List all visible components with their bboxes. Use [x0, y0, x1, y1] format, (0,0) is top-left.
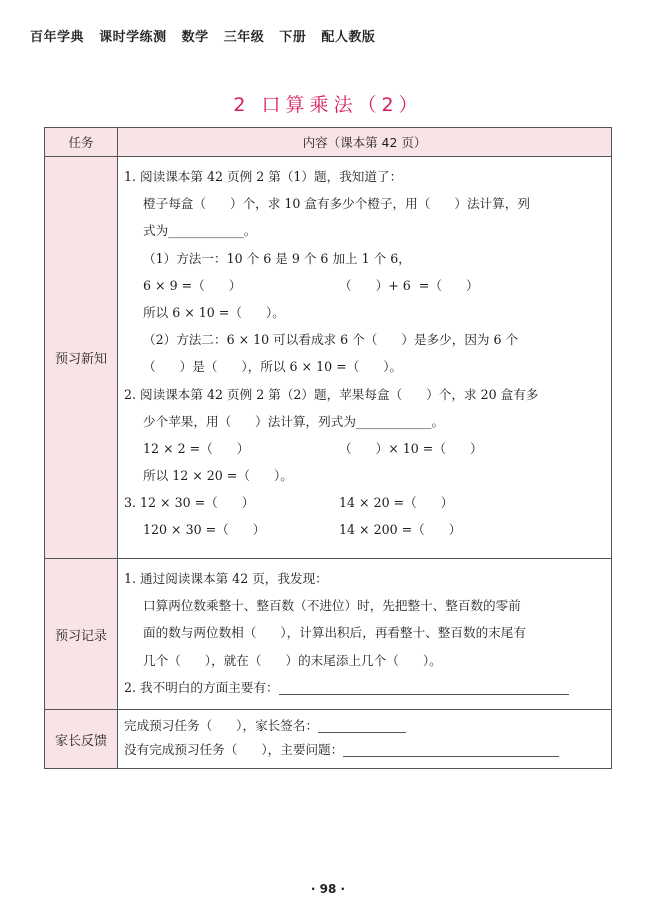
problem-note-line[interactable]: [343, 740, 559, 757]
content-line: 少个苹果，用（ ）法计算，列式为____________。: [143, 413, 445, 429]
content-line: （ ）是（ ），所以 6 × 10 =（ ）。: [143, 359, 403, 375]
page-number: · 98 ·: [310, 882, 346, 896]
book-header: 百年学典 课时学练测 数学 三年级 下册 配人教版: [30, 30, 376, 45]
content-line: 3. 12 × 30 =（ ） 14 × 20 =（ ）: [124, 495, 454, 511]
content-line: 完成预习任务（ ），家长签名：: [124, 714, 605, 738]
content-line: 式为____________。: [143, 223, 257, 239]
content-line: 几个（ ），就在（ ）的末尾添上几个（ ）。: [143, 652, 442, 668]
table-row-preview-new: [45, 157, 612, 559]
content-line: 没有完成预习任务（ ），主要问题：: [124, 738, 605, 762]
column-header-content: 内容（课本第 42 页）: [118, 128, 612, 157]
content-line: 口算两位数乘整十、整百数（不进位）时，先把整十、整百数的零前: [143, 598, 521, 614]
table-row-parent-feedback: [45, 710, 612, 769]
column-header-task: 任务: [45, 128, 118, 157]
table-header-row: [45, 128, 612, 157]
content-line: 所以 6 × 10 =（ ）。: [143, 304, 285, 320]
content-line: 橙子每盒（ ）个，求 10 盒有多少个橙子，用（ ）法计算，列: [143, 196, 530, 212]
content-line: 面的数与两位数相（ ），计算出积后，再看整十、整百数的末尾有: [143, 625, 526, 641]
parent-signature-line[interactable]: [318, 716, 406, 733]
preview-table: [44, 127, 612, 769]
row-content-preview-new: [118, 157, 612, 559]
content-line: 2. 我不明白的方面主要有：: [124, 674, 605, 701]
content-line: 120 × 30 =（ ） 14 × 200 =（ ）: [143, 522, 462, 538]
content-line: 所以 12 × 20 =（ ）。: [143, 468, 293, 484]
table-row-preview-record: [45, 559, 612, 710]
row-content-parent-feedback: [118, 710, 612, 769]
row-label-preview-record: 预习记录: [45, 559, 118, 710]
content-line: （2）方法二：6 × 10 可以看成求 6 个（ ）是多少，因为 6 个: [143, 332, 519, 348]
content-line: 2. 阅读课本第 42 页例 2 第（2）题，苹果每盒（ ）个，求 20 盒有多: [124, 386, 539, 402]
content-line: 1. 通过阅读课本第 42 页，我发现：: [124, 571, 328, 586]
content-line: 1. 阅读课本第 42 页例 2 第（1）题，我知道了：: [124, 169, 403, 184]
row-content-preview-record: [118, 559, 612, 710]
content-line: 12 × 2 =（ ） （ ）× 10 =（ ）: [143, 440, 483, 456]
content-line: （1）方法一：10 个 6 是 9 个 6 加上 1 个 6，: [143, 250, 411, 266]
answer-blank-line[interactable]: [279, 678, 569, 695]
content-line: 6 × 9 =（ ） （ ）+ 6 =（ ）: [143, 277, 479, 293]
row-label-parent-feedback: 家长反馈: [45, 710, 118, 769]
page-title: 2 口算乘法（2）: [233, 94, 423, 116]
row-label-preview-new: 预习新知: [45, 157, 118, 559]
